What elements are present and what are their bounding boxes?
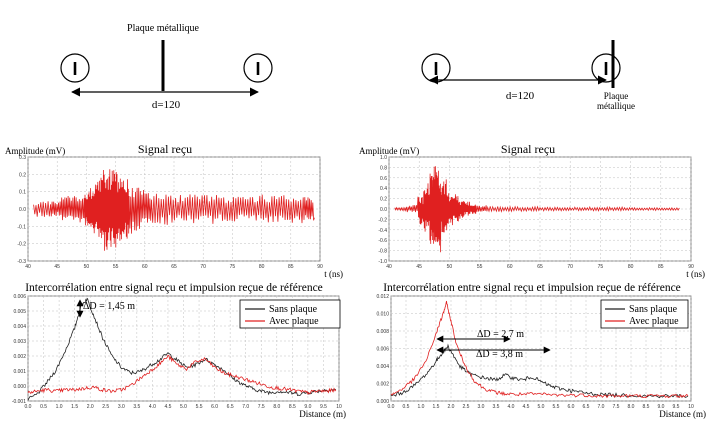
x-tick-label: 8.0	[627, 404, 635, 410]
left-signal-ylabel: Amplitude (mV)	[5, 146, 66, 156]
x-tick-label: 8.0	[273, 404, 281, 410]
x-tick-label: 75	[597, 264, 604, 270]
y-tick-label: -0.1	[17, 224, 26, 231]
left-signal-plot	[17, 155, 323, 270]
x-tick-label: 2.5	[462, 404, 470, 410]
x-tick-label: 5.0	[180, 404, 187, 410]
x-tick-label: 1.0	[55, 404, 63, 410]
x-tick-label: 8.5	[642, 404, 650, 410]
legend-label-avec-plaque: Avec plaque	[629, 316, 679, 327]
y-tick-label: 0.0	[19, 207, 26, 213]
x-tick-label: 9.0	[657, 404, 665, 410]
x-tick-label: 2.0	[447, 404, 455, 410]
x-tick-label: 85	[658, 264, 664, 270]
y-tick-label: 0.005	[13, 309, 26, 315]
x-tick-label: 40	[386, 264, 392, 270]
antenna-right-rx	[592, 54, 620, 82]
x-tick-label: 7.0	[242, 404, 250, 410]
y-tick-label: 0.002	[13, 354, 26, 360]
y-tick-label: 0.3	[19, 155, 26, 161]
x-tick-label: 2.0	[86, 404, 94, 410]
y-tick-label: 0.004	[376, 364, 389, 370]
x-tick-label: 3.5	[133, 404, 141, 410]
x-tick-label: 45	[416, 264, 422, 270]
x-tick-label: 4.5	[522, 404, 530, 410]
y-tick-label: 0.000	[376, 399, 389, 405]
x-tick-label: 45	[54, 264, 60, 270]
antenna-glyph: I	[72, 59, 78, 79]
plate-label-line2: métallique	[597, 101, 635, 111]
y-tick-label: 0.2	[380, 196, 387, 203]
right-signal-ylabel: Amplitude (mV)	[359, 146, 420, 156]
x-tick-label: 6.0	[567, 404, 575, 410]
x-tick-label: 80	[627, 264, 634, 270]
legend-label-sans-plaque: Sans plaque	[269, 304, 318, 315]
plate-label-line1: Plaque	[603, 91, 629, 101]
x-tick-label: 10	[688, 404, 694, 410]
y-tick-label: -0.8	[378, 248, 387, 255]
x-tick-label: 60	[142, 264, 148, 270]
x-tick-label: 7.0	[597, 404, 605, 410]
right-signal-xlabel: t (ns)	[686, 269, 705, 279]
x-tick-label: 80	[258, 264, 265, 270]
y-tick-label: -0.2	[378, 217, 387, 224]
x-tick-label: 90	[688, 264, 694, 270]
x-tick-label: 90	[317, 264, 323, 270]
x-tick-label: 0.5	[40, 404, 48, 410]
y-tick-label: 0.2	[19, 172, 26, 179]
legend-label-sans-plaque: Sans plaque	[629, 304, 678, 315]
y-tick-label: 0.006	[376, 346, 389, 353]
y-tick-label: 0.0	[380, 207, 387, 213]
right-signal-title: Signal reçu	[500, 142, 556, 156]
x-tick-label: 4.5	[164, 404, 172, 410]
right-signal-plot	[378, 155, 694, 270]
delta-label-2: ΔD = 3,8 m	[476, 349, 524, 360]
left-xcorr-xlabel: Distance (m)	[299, 409, 346, 419]
y-tick-label: -0.3	[17, 259, 26, 265]
y-tick-label: -0.2	[17, 241, 26, 248]
x-tick-label: 5.0	[537, 404, 545, 410]
x-tick-label: 0.0	[387, 404, 395, 410]
y-tick-label: 0.008	[376, 329, 389, 335]
x-tick-label: 5.5	[195, 404, 203, 410]
x-tick-label: 60	[507, 264, 513, 270]
y-tick-label: 0.004	[13, 324, 26, 330]
x-tick-label: 9.5	[672, 404, 680, 410]
x-tick-label: 2.5	[102, 404, 110, 410]
x-tick-label: 6.0	[211, 404, 219, 410]
x-tick-label: 1.5	[432, 404, 440, 410]
y-tick-label: 0.1	[19, 189, 26, 196]
distance-label: d=120	[505, 90, 535, 102]
x-tick-label: 7.5	[257, 404, 265, 410]
x-tick-label: 3.0	[117, 404, 125, 410]
x-tick-label: 40	[25, 264, 31, 270]
left-signal-title: Signal reçu	[137, 142, 193, 156]
x-tick-label: 65	[537, 264, 543, 270]
x-tick-label: 65	[171, 264, 177, 270]
antenna-left-rx	[244, 54, 272, 82]
x-tick-label: 1.5	[71, 404, 79, 410]
antenna-right-tx	[422, 54, 450, 82]
y-tick-label: 0.8	[380, 165, 387, 172]
y-tick-label: 0.6	[380, 175, 387, 182]
x-tick-label: 9.0	[304, 404, 312, 410]
left-xcorr-title: Intercorrélation entre signal reçu et impulsion reçue de référence	[25, 282, 323, 294]
left-signal-xlabel: t (ns)	[324, 269, 343, 279]
x-tick-label: 70	[567, 264, 573, 270]
y-tick-label: 0.002	[376, 381, 389, 388]
right-xcorr-title: Intercorrélation entre signal reçu et impulsion reçue de référence	[383, 282, 681, 294]
delta-label-1: ΔD = 2,7 m	[477, 329, 525, 340]
x-tick-label: 3.5	[492, 404, 500, 410]
x-tick-label: 5.5	[552, 404, 560, 410]
delta-label: ΔD = 1,45 m	[83, 301, 136, 312]
x-tick-label: 6.5	[226, 404, 234, 410]
x-tick-label: 10	[336, 404, 342, 410]
x-tick-label: 7.5	[612, 404, 620, 410]
legend-label-avec-plaque: Avec plaque	[269, 316, 319, 327]
antenna-left-tx	[61, 54, 89, 82]
x-tick-label: 85	[288, 264, 294, 270]
x-tick-label: 6.5	[582, 404, 590, 410]
y-tick-label: 0.012	[376, 294, 389, 300]
antenna-glyph: I	[433, 59, 439, 79]
antenna-glyph: I	[255, 59, 261, 79]
x-tick-label: 55	[476, 264, 483, 270]
y-tick-label: 0.001	[13, 369, 26, 375]
y-tick-label: 0.003	[13, 339, 26, 345]
y-tick-label: 0.010	[376, 311, 389, 318]
y-tick-label: -0.4	[378, 227, 387, 234]
x-tick-label: 75	[229, 264, 236, 270]
x-tick-label: 1.0	[417, 404, 425, 410]
plate-label: Plaque métallique	[127, 23, 199, 34]
y-tick-label: -0.6	[378, 238, 387, 245]
y-tick-label: 1.0	[380, 155, 387, 161]
x-tick-label: 0.0	[24, 404, 32, 410]
x-tick-label: 70	[200, 264, 206, 270]
x-tick-label: 4.0	[148, 404, 156, 410]
x-tick-label: 9.5	[319, 404, 327, 410]
right-legend	[601, 300, 688, 328]
x-tick-label: 50	[83, 264, 90, 270]
y-tick-label: 0.006	[13, 294, 26, 300]
x-tick-label: 55	[112, 264, 119, 270]
x-tick-label: 50	[446, 264, 453, 270]
x-tick-label: 0.5	[402, 404, 410, 410]
y-tick-label: 0.000	[13, 384, 26, 390]
left-setup-diagram	[61, 23, 272, 111]
x-tick-label: 3.0	[477, 404, 485, 410]
y-tick-label: 0.4	[380, 186, 387, 193]
antenna-glyph: I	[603, 59, 609, 79]
x-tick-label: 4.0	[507, 404, 515, 410]
left-legend	[240, 300, 340, 328]
distance-label: d=120	[151, 99, 181, 111]
y-tick-label: -1.0	[378, 259, 387, 265]
x-tick-label: 8.5	[288, 404, 296, 410]
y-tick-label: -0.001	[11, 399, 26, 405]
right-setup-diagram	[422, 40, 635, 111]
right-xcorr-xlabel: Distance (m)	[659, 409, 706, 419]
